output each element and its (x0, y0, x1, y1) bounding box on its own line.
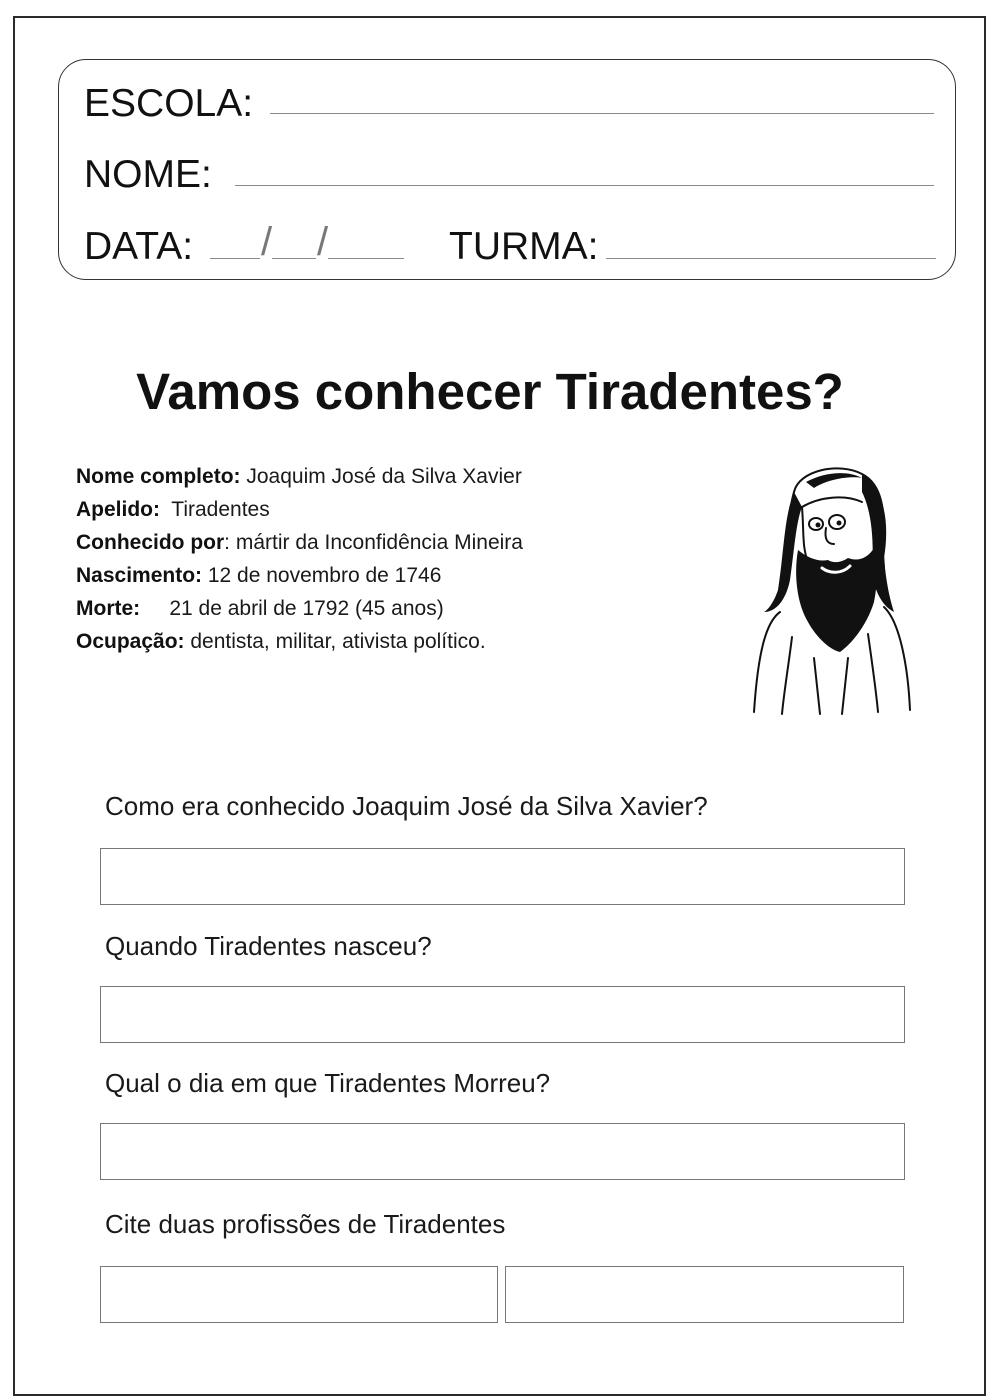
date-separator: / (261, 220, 273, 264)
answer-box-3[interactable] (100, 1123, 905, 1180)
info-label: Nome completo: (76, 465, 241, 488)
info-label: Nascimento: (76, 564, 203, 587)
turma-field[interactable] (606, 258, 936, 259)
info-value: : mártir da Inconfidência Mineira (224, 531, 523, 554)
question-4: Cite duas profissões de Tiradentes (105, 1209, 506, 1239)
info-value: 21 de abril de 1792 (45 anos) (140, 597, 444, 620)
answer-box-2[interactable] (100, 986, 905, 1043)
info-row (76, 496, 523, 529)
question-1: Como era conhecido Joaquim José da Silva Xavier? (105, 791, 708, 821)
info-row (76, 529, 523, 562)
answer-box-4b[interactable] (505, 1266, 904, 1323)
info-list (76, 463, 523, 661)
nome-field[interactable] (235, 185, 934, 186)
info-label: Ocupação: (76, 630, 185, 653)
info-value: Joaquim José da Silva Xavier (240, 465, 522, 488)
info-row (76, 595, 523, 628)
date-year-field[interactable] (328, 258, 404, 259)
escola-label: ESCOLA: (84, 82, 254, 125)
info-value: Tiradentes (160, 498, 270, 521)
info-row (76, 562, 523, 595)
page-title: Vamos conhecer Tiradentes? (136, 363, 844, 420)
date-day-field[interactable] (210, 258, 260, 259)
tiradentes-portrait-illustration (744, 462, 914, 718)
info-label: Conhecido por (76, 531, 225, 554)
info-value: dentista, militar, ativista político. (184, 630, 486, 653)
date-month-field[interactable] (272, 258, 316, 259)
info-label: Morte: (76, 597, 141, 620)
question-2: Quando Tiradentes nasceu? (105, 931, 432, 961)
escola-field[interactable] (270, 113, 934, 114)
info-row (76, 628, 523, 661)
answer-box-4a[interactable] (100, 1266, 498, 1323)
turma-label: TURMA: (449, 225, 599, 268)
data-label: DATA: (84, 225, 194, 268)
answer-box-1[interactable] (100, 848, 905, 905)
question-3: Qual o dia em que Tiradentes Morreu? (105, 1068, 551, 1098)
info-row (76, 463, 523, 496)
info-label: Apelido: (76, 498, 160, 521)
date-separator: / (317, 220, 329, 264)
info-value: 12 de novembro de 1746 (202, 564, 442, 587)
nome-label: NOME: (84, 153, 212, 196)
